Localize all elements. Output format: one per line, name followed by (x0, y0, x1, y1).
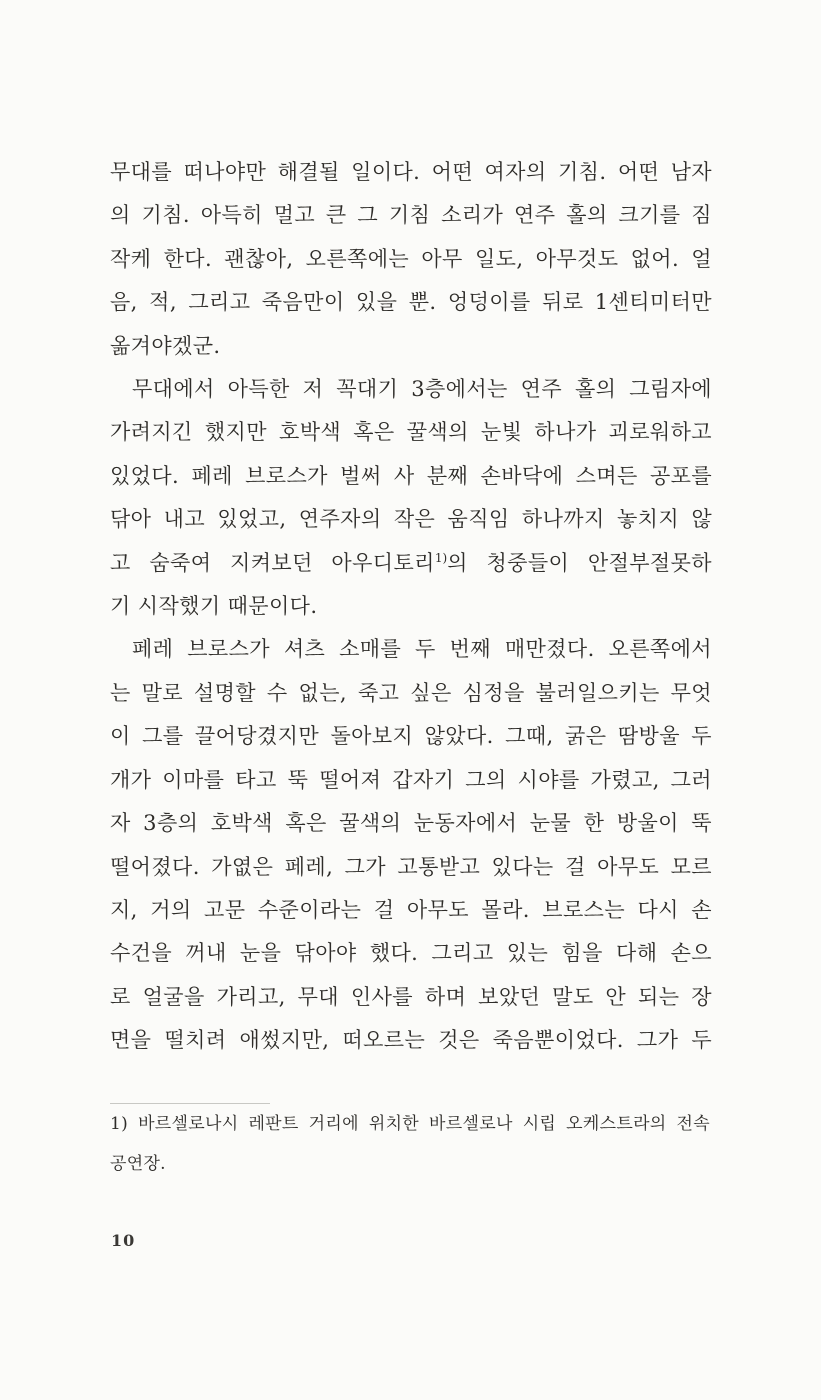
text-line: 닦아 내고 있었고, 연주자의 작은 움직임 하나까지 놓치지 않 (110, 507, 712, 532)
text-line: 옮겨야겠군. (110, 333, 221, 358)
text-line: 작케 한다. 괜찮아, 오른쪽에는 아무 일도, 아무것도 없어. 얼 (110, 246, 712, 271)
text-line: 이 그를 끌어당겼지만 돌아보지 않았다. 그때, 굵은 땀방울 두 (110, 724, 712, 749)
text-line: 가려지긴 했지만 호박색 혹은 꿀색의 눈빛 하나가 괴로워하고 (110, 420, 712, 445)
text-line: 고 숨죽여 지켜보던 아우디토리$^{1)}$의 청중들이 안절부절못하 (110, 550, 712, 575)
text-line: 1) 바르셀로나시 레판트 거리에 위치한 바르셀로나 시립 오케스트라의 전속 (110, 1114, 710, 1134)
page-number: 10 (111, 1231, 136, 1250)
text-line: 있었다. 페레 브로스가 벌써 사 분째 손바닥에 스며든 공포를 (110, 463, 712, 488)
text-line: 무대를 떠나야만 해결될 일이다. 어떤 여자의 기침. 어떤 남자 (110, 160, 712, 184)
text-line: 면을 떨치려 애썼지만, 떠오르는 것은 죽음뿐이었다. 그가 두 (110, 1028, 712, 1053)
text-line: 개가 이마를 타고 뚝 떨어져 갑자기 그의 시야를 가렸고, 그러 (110, 767, 712, 792)
paragraph (110, 628, 712, 1062)
text-line: 기 시작했기 때문이다. (110, 594, 318, 619)
footnote-ref: 1) (434, 550, 448, 565)
paragraph (110, 1104, 710, 1184)
text-line: 의 기침. 아득히 멀고 큰 그 기침 소리가 연주 홀의 크기를 짐 (110, 203, 712, 228)
text-line: 공연장. (110, 1154, 166, 1174)
text-line: 무대에서 아득한 저 꼭대기 3층에서는 연주 홀의 그림자에 (132, 377, 712, 402)
body-text (110, 151, 712, 1063)
text-line: 지, 거의 고문 수준이라는 걸 아무도 몰라. 브로스는 다시 손 (110, 897, 712, 922)
footnote (110, 1104, 710, 1184)
text-line: 로 얼굴을 가리고, 무대 인사를 하며 보았던 말도 안 되는 장 (110, 984, 712, 1009)
text-line: 음, 적, 그리고 죽음만이 있을 뿐. 엉덩이를 뒤로 1센티미터만 (110, 290, 712, 315)
text-line: 페레 브로스가 셔츠 소매를 두 번째 매만졌다. 오른쪽에서 (132, 637, 712, 662)
text-line: 자 3층의 호박색 혹은 꿀색의 눈동자에서 눈물 한 방울이 뚝 (110, 811, 712, 836)
text-line: 수건을 꺼내 눈을 닦아야 했다. 그리고 있는 힘을 다해 손으 (110, 941, 712, 966)
text-line: 는 말로 설명할 수 없는, 죽고 싶은 심정을 불러일으키는 무엇 (110, 680, 712, 705)
paragraph (110, 151, 712, 368)
paragraph (110, 368, 712, 628)
text-line: 떨어졌다. 가엾은 페레, 그가 고통받고 있다는 걸 아무도 모르 (110, 854, 712, 879)
